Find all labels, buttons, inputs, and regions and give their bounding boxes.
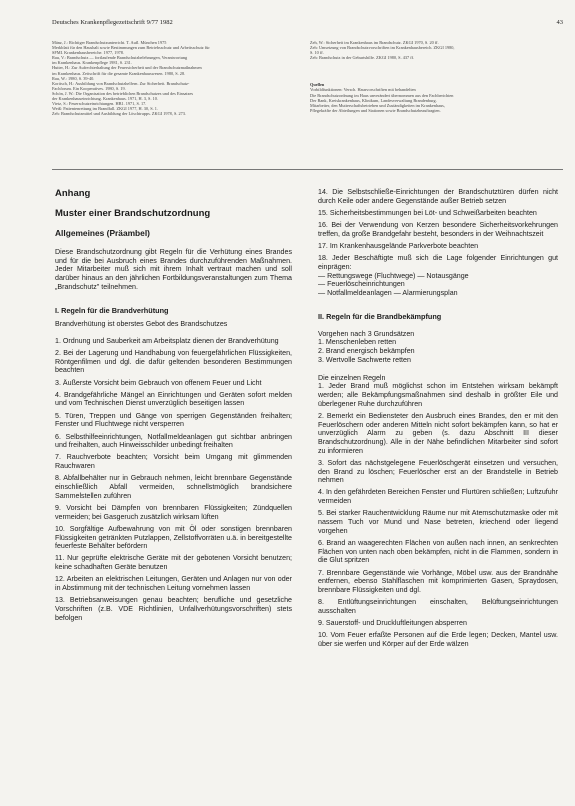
reference-line: Schön, J. W.: Die Organisation des betrieblichen Brandschutzes und des Einsatzes [52, 90, 194, 96]
preamble-heading: Allgemeines (Präambel) [55, 228, 150, 238]
references-left [52, 40, 300, 116]
list-item: — Rettungswege (Fluchtwege) — Notausgänge [318, 271, 469, 280]
rule-item: 9. Vorsicht bei Dämpfen von brennbaren Flüssigkeiten; Zündquellen vermeiden; bei Gasgeruch zusätzlich wirksam lüften [55, 503, 292, 521]
rule-item: 2. Bemerkt ein Bediensteter den Ausbruch eines Brandes, den er mit den Feuerlöschern oder anderen Mitteln nicht sofort bekämpfen kann, so hat er unverzüglich Alarm zu geben (s. dazu Abschnitt III dieser Brandschutzordnung). Alle in der Nähe befindlichen Mitarbeiter sind sofort zu informieren [318, 411, 558, 455]
running-header: Deutsches Krankenpflegezeitschrift 9/77 1982 [52, 19, 173, 26]
list-item: — Feuerlöscheinrichtungen [318, 280, 405, 289]
rule-item: 5. Bei starker Rauchentwicklung Räume nur mit Atemschutzmaske oder mit nassem Tuch vor Mund und Nase betreten, kriechend oder liegend vorgehen [318, 509, 558, 535]
quellen-line: Pflegekräfte der Abteilungen und Stationen sowie Brandschutzbeauftragten. [310, 107, 441, 113]
list-item: 3. Wertvolle Sachwerte retten [318, 355, 411, 364]
right-column [318, 188, 558, 652]
rule-item: 6. Brand an waagerechten Flächen von außen nach innen, an senkrechten Flächen von unten nach oben bekämpfen, nicht in die Flammen, sondern in die Glut spritzen [318, 539, 558, 565]
list-item: — Notfallmeldeanlagen — Alarmierungsplan [318, 289, 458, 298]
rule-item: 1. Jeder Brand muß möglichst schon im Entstehen wirksam bekämpft werden; alle Bekämpfungsmaßnahmen sind deshalb in größter Eile und überlegener Ruhe durchzuführen [318, 382, 558, 408]
section-heading-firefighting: II. Regeln für die Brandbekämpfung [318, 311, 442, 321]
principles-intro: Vorgehen nach 3 Grundsätzen [318, 329, 415, 338]
quellen-heading: Quellen [310, 82, 325, 88]
rule-item: 13. Betriebsanweisungen genau beachten; berufliche und gesetzliche Vorschriften (z.B. VDE Richtlinien, Unfallverhütungsvorschriften) stets befolgen [55, 596, 292, 622]
page-number: 43 [556, 19, 563, 26]
reference-line: Zeh: Brandschutzmittel und Ausbildung der Löschtrupps. ZKGI 1978, S. 273. [52, 111, 187, 117]
rule-item: 2. Bei der Lagerung und Handhabung von feuergefährlichen Flüssigkeiten, Röntgenfilmen und dgl. die dafür geltenden besonderen Bestimmungen beachten [55, 348, 292, 375]
principles-list [318, 338, 558, 364]
rule-item: 9. Sauerstoff- und Druckluftleitungen absperren [318, 619, 467, 628]
reference-line: Merkblatt für den Haushalt sowie Bestimmungen zum Betriebsschutz und Arbeitsschutz für [52, 45, 210, 51]
reference-line: Zeh, W.: Sicherheit im Krankenhaus im Brandschutz. ZKGI 1970, S. 20 ff. [310, 40, 439, 45]
rules-intro: Die einzelnen Regeln [318, 373, 386, 382]
reference-line: Mänz, J.: Richtiger Brandschutzunterricht. T. Aufl. München 1975 [52, 40, 167, 45]
reference-line: Hutter, H.: Zur Aufrechterhaltung der Feuersicherheit und der Brandschutzmaßnahmen [52, 65, 202, 71]
rule-item: 10. Sorgfältige Aufbewahrung von mit Öl oder sonstigen brennbaren Flüssigkeiten getränkten Putzlappen, Zellstoffvorräten u.ä. in bereitgestellte feuerfeste Behälter befördern [55, 524, 292, 551]
reference-line: im Krankenhaus. Krankenpflege 1981, S. 231. [52, 60, 132, 66]
rule-item: 8. Abfallbehälter nur in Gebrauch nehmen, leicht brennbare Gegenstände einschließlich Abfall vermeiden, schnellstmöglich brandsichere Sammelstellen zuführen [55, 474, 292, 500]
quellen-line: Vorbildfunktionen: Versch. Hausvorschriften mit behandelten [310, 87, 416, 93]
facility-list [318, 272, 558, 298]
list-item: 2. Brand energisch bekämpfen [318, 347, 415, 356]
rule-item: 3. Äußerste Vorsicht beim Gebrauch von offenem Feuer und Licht [55, 378, 262, 387]
quellen-line: Der Bank, Kreiskrankenhaus, Klinikum, Landesverwaltung Brandenburg. [310, 97, 437, 103]
reference-line: Fachforum. Ein Kooperatives. 1980, S. 19. [52, 85, 126, 91]
references-right [310, 40, 560, 113]
prevention-intro: Brandverhütung ist oberstes Gebot des Brandschutzes [55, 319, 228, 328]
reference-line: Zeh: Brandschutz in der Geburtshilfe. ZKGI 1980, S. 437 ff. [310, 55, 415, 61]
rule-item: 15. Sicherheitsbestimmungen bei Löt- und Schweißarbeiten beachten [318, 208, 537, 217]
reference-line: Weiß: Patientenrettung im Brandfall. ZKGI 1977, H. 30, S. 1. [52, 106, 158, 112]
anhang-heading: Anhang [55, 188, 91, 199]
rule-item: 16. Bei der Verwendung von Kerzen besondere Sicherheitsvorkehrungen treffen, da große Brandgefahr besteht, besonders in der Weihnachtszeit [318, 221, 558, 238]
reference-line: Rau, V.: Brandschutz — fortlaufende Brandschutzbelehrungen, Verantwortung [52, 55, 188, 61]
rule-item: 5. Türen, Treppen und Gänge von sperrigen Gegenständen freihalten; Fenster und Fluchtwege nicht versperren [55, 411, 292, 429]
rule-item: 11. Nur geprüfte elektrische Geräte mit der gebotenen Vorsicht benutzen; keine schadhaften Geräte benutzen [55, 554, 292, 572]
list-item: 1. Menschenleben retten [318, 338, 397, 347]
rule-item: 8. Entlüftungseinrichtungen einschalten, Belüftungseinrichtungen ausschalten [318, 598, 558, 615]
rule-item: 17. Im Krankenhausgelände Parkverbote beachten [318, 242, 479, 251]
section-heading-prevention: I. Regeln für die Brandverhütung [55, 305, 169, 315]
reference-line: im Krankenhaus. Zeitschrift für die gesamte Krankenhauswesen. 1980, S. 28. [52, 70, 186, 76]
rule-item: 18. Jeder Beschäftigte muß sich die Lage folgender Einrichtungen gut einprägen: [318, 254, 558, 271]
left-column [55, 188, 292, 626]
rule-item: 4. Brandgefährliche Mängel an Einrichtungen und Geräten sofort melden und vom Technischen Dienst unverzüglich beseitigen lassen [55, 390, 292, 408]
rule-item: 12. Arbeiten an elektrischen Leitungen, Geräten und Anlagen nur von oder in Abstimmung mit der technischen Leitung vornehmen lassen [55, 575, 292, 593]
rule-item: 7. Rauchverbote beachten; Vorsicht beim Umgang mit glimmenden Rauchwaren [55, 453, 292, 471]
rule-item: 1. Ordnung und Sauberkeit am Arbeitsplatz dienen der Brandverhütung [55, 336, 279, 345]
quellen-line: Mitarbeiter, den Mutterschaftsbetrieben und Zuständigkeiten im Krankenhaus, [310, 102, 445, 108]
section-divider [52, 169, 563, 170]
rule-item: 7. Brennbare Gegenstände wie Vorhänge, Möbel usw. aus der Brandnähe entfernen, ebenso Stahlflaschen mit komprimierten Gasen, Spraydosen, brennbare Flüssigkeiten und dgl. [318, 568, 558, 595]
rule-item: 4. In den gefährdeten Bereichen Fenster und Flurtüren schließen; Luftzufuhr vermeiden [318, 488, 558, 506]
reference-line: Vietz, S.: Feuerschutzeinrichtungen. HB1. 1971, S. 17. [52, 101, 147, 107]
reference-line: Koritsch, H.: Ausbildung von Brandschutzhelfern. Zur Sicherheit. Brandschutz- [52, 80, 190, 86]
document-title: Muster einer Brandschutzordnung [55, 208, 211, 219]
reference-line: Rau, W.: 1980, S. 39-40. [52, 75, 95, 81]
rule-item: 6. Selbsthilfeeinrichtungen, Notfallmeldeanlagen gut sichtbar anbringen und freihalten, auch Hinweisschilder unbedingt freihalten [55, 432, 292, 450]
reference-line: S. 10 ff. [310, 50, 324, 56]
reference-line: Zeh: Umsetzung von Brandschutzvorschriften im Krankenhausbereich. ZKGI 1980, [310, 45, 455, 51]
quellen-line: Die Brandschutzordnung im Haus unverändert übernommen aus den Fachberichten [310, 92, 454, 98]
rule-item: 14. Die Selbstschließe-Einrichtungen der Brandschutztüren dürfen nicht durch Keile oder andere Gegenstände außer Betrieb setzen [318, 188, 558, 205]
preamble-text: Diese Brandschutzordnung gibt Regeln für die Verhütung eines Brandes und für die bei Ausbruch eines Brandes durchzuführenden Maßnahmen. Jeder Mitarbeiter muß sich mit ihrem Inhalt vertraut machen und soll darüber hinaus an den jährlichen Fortbildungsveranstaltungen zum Thema „Brandschutz" teilnehmen. [55, 248, 292, 291]
reference-line: SFMI. Krankenhausbereiche. 1977, 1978. [52, 50, 124, 56]
reference-line: der Krankenhauseinrichtung. Krankenhaus. 1971, H. 3, S. 10. [52, 96, 158, 102]
rule-item: 3. Sofort das nächstgelegene Feuerlöschgerät einsetzen und versuchen, den Brand zu löschen; Feuerlöscher erst an der Brandstelle in Betrieb nehmen [318, 458, 558, 485]
rule-item: 10. Vom Feuer erfaßte Personen auf die Erde legen; Decken, Mantel usw. über sie werfen und Körper auf der Erde wälzen [318, 631, 558, 649]
